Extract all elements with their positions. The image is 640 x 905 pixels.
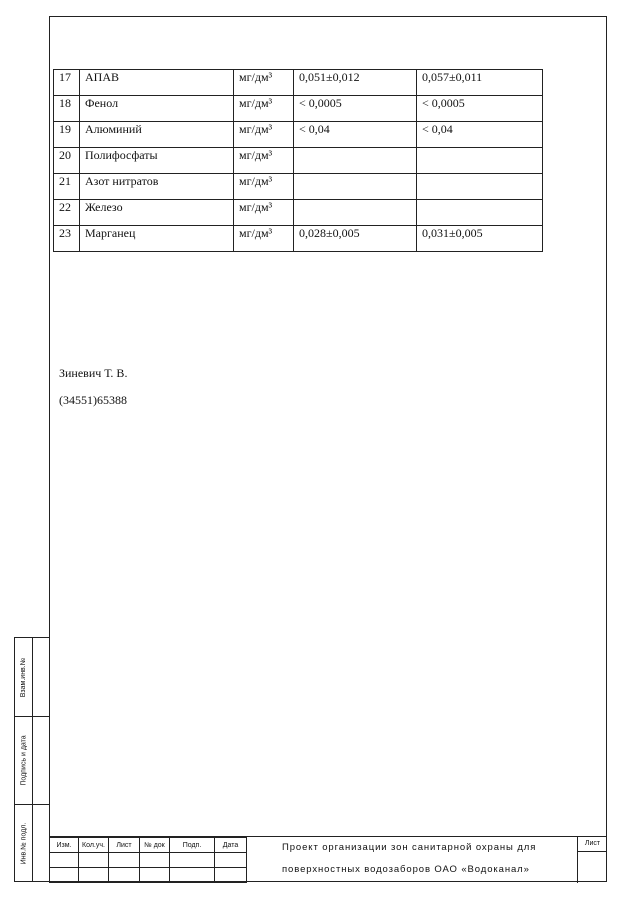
contact-name: Зиневич Т. В. [59,366,128,380]
sheet-label: Лист [578,837,607,852]
row-number: 17 [54,70,80,96]
table-row [54,226,543,252]
row-parameter: АПАВ [80,70,234,96]
row-value-2 [417,200,543,226]
row-number: 21 [54,174,80,200]
results-table [53,69,543,252]
row-value-2 [417,148,543,174]
row-value-2: 0,057±0,011 [417,70,543,96]
row-parameter: Марганец [80,226,234,252]
contact-phone: (34551)65388 [59,393,127,407]
row-value-1 [294,148,417,174]
row-value-1: < 0,0005 [294,96,417,122]
table-row [54,70,543,96]
row-parameter: Фенол [80,96,234,122]
title-block [49,836,607,882]
row-value-2 [417,174,543,200]
row-unit: мг/дм³ [234,70,294,96]
sheet-box [577,837,607,883]
row-number: 19 [54,122,80,148]
side-label-mid: Подпись и дата [20,734,28,786]
row-unit: мг/дм³ [234,96,294,122]
stamp-header-kol: Кол.уч. [79,838,109,853]
row-number: 18 [54,96,80,122]
stamp-header-sign: Подп. [170,838,215,853]
stamp-header-date: Дата [215,838,247,853]
stamp-header-list: Лист [109,838,140,853]
row-value-2: < 0,0005 [417,96,543,122]
row-value-1 [294,174,417,200]
row-value-1: 0,051±0,012 [294,70,417,96]
row-number: 23 [54,226,80,252]
table-row [54,122,543,148]
row-unit: мг/дм³ [234,174,294,200]
side-label-top: Взам.инв.№ [20,657,28,697]
row-parameter: Алюминий [80,122,234,148]
table-row [54,200,543,226]
row-unit: мг/дм³ [234,226,294,252]
table-row [54,96,543,122]
stamp-header-izm: Изм. [50,838,79,853]
row-value-2: < 0,04 [417,122,543,148]
side-strip [14,637,50,882]
stamp-grid [49,837,247,883]
project-title-line2: поверхностных водозаборов ОАО «Водоканал» [282,864,530,875]
row-parameter: Полифосфаты [80,148,234,174]
table-row [54,148,543,174]
row-number: 20 [54,148,80,174]
row-unit: мг/дм³ [234,200,294,226]
row-value-1: 0,028±0,005 [294,226,417,252]
row-unit: мг/дм³ [234,148,294,174]
stamp-header-doc: № док [140,838,170,853]
side-label-bottom: Инв.№ подл. [20,822,28,865]
row-unit: мг/дм³ [234,122,294,148]
row-parameter: Железо [80,200,234,226]
row-parameter: Азот нитратов [80,174,234,200]
row-value-2: 0,031±0,005 [417,226,543,252]
row-value-1: < 0,04 [294,122,417,148]
project-title-line1: Проект организации зон санитарной охраны для [282,842,537,853]
row-number: 22 [54,200,80,226]
table-row [54,174,543,200]
project-title [276,837,577,883]
row-value-1 [294,200,417,226]
